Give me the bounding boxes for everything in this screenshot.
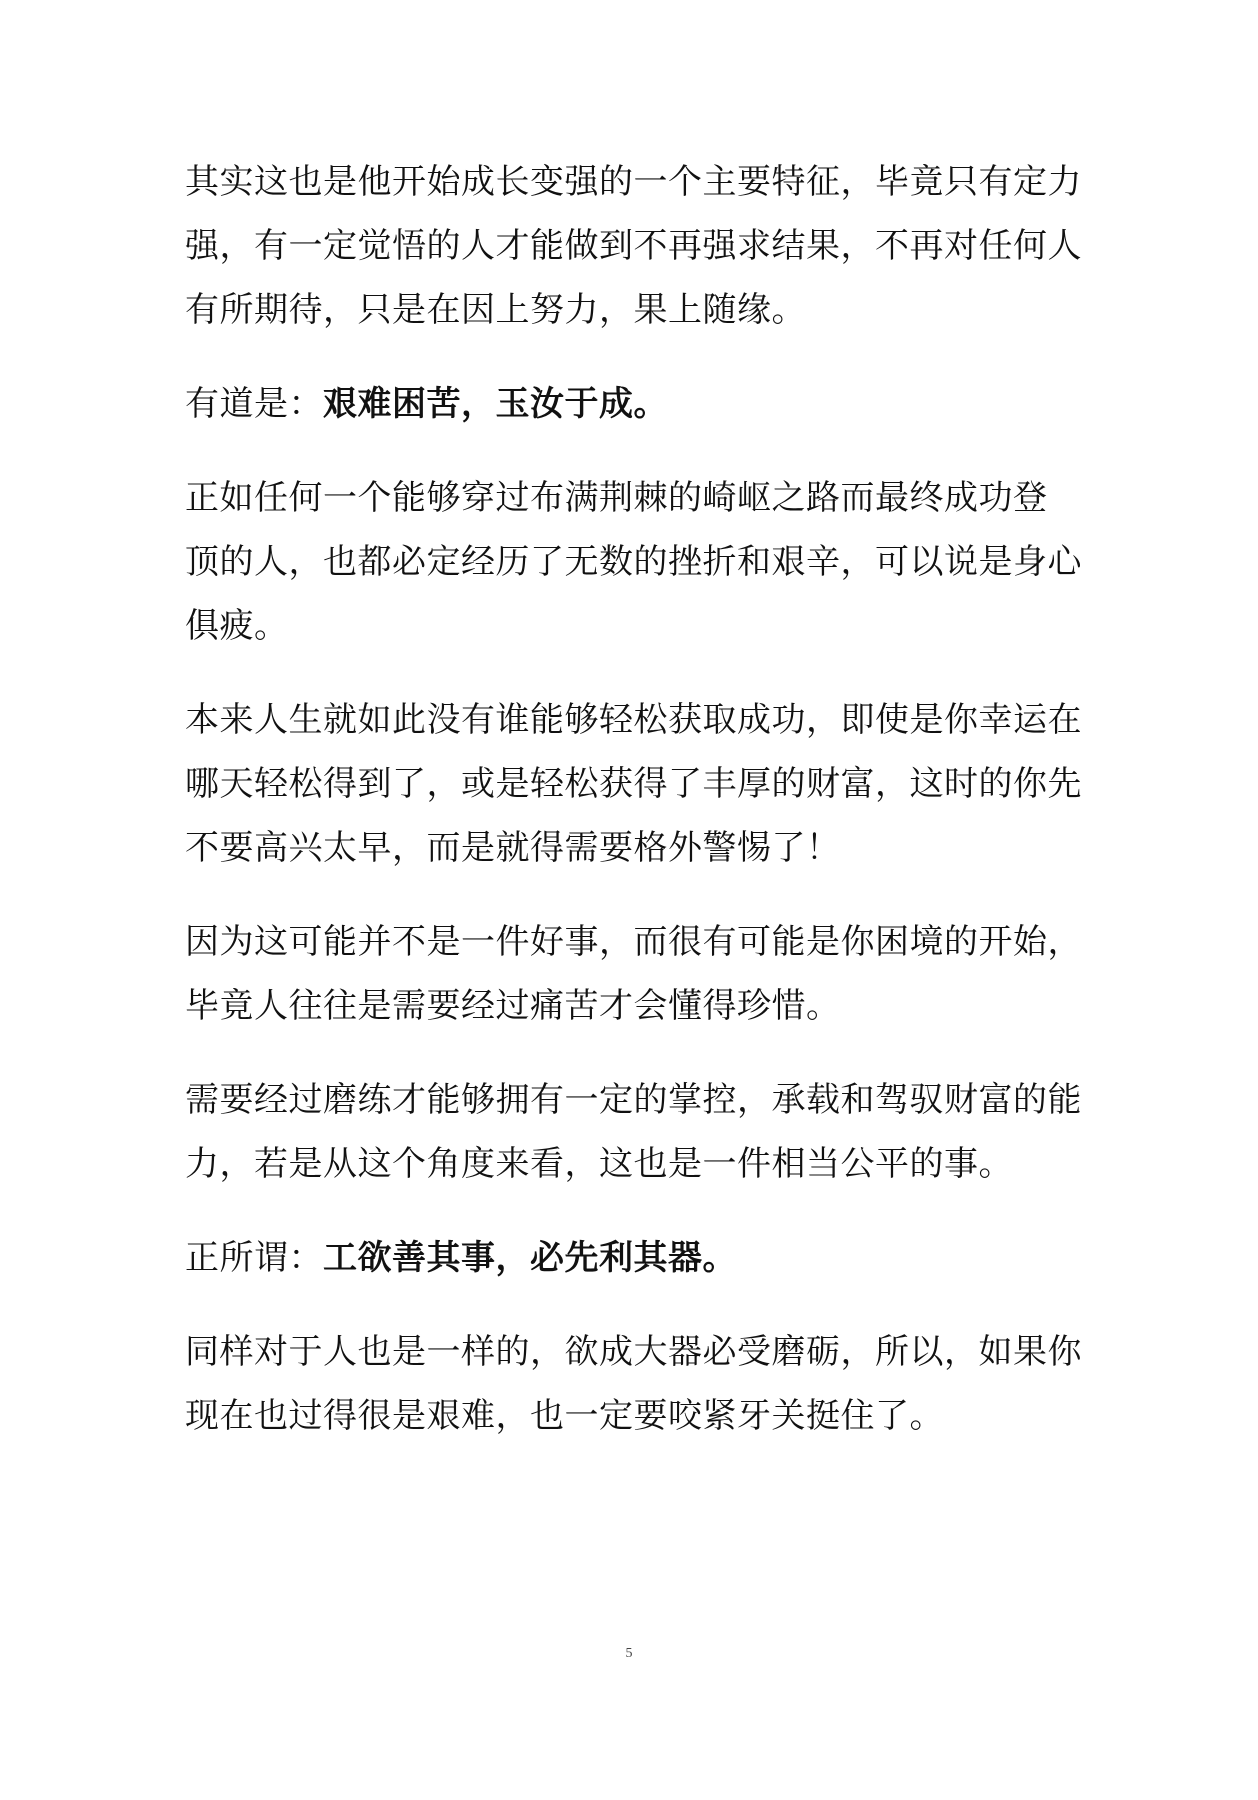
quote-prefix: 有道是： bbox=[185, 384, 323, 424]
quote-paragraph bbox=[185, 372, 1085, 436]
paragraph: 其实这也是他开始成长变强的一个主要特征，毕竟只有定力 强，有一定觉悟的人才能做到不再强求结果，不再对任何人 有所期待，只是在因上努力，果上随缘。 bbox=[185, 162, 1082, 330]
paragraph: 同样对于人也是一样的，欲成大器必受磨砺，所以，如果你 现在也过得很是艰难，也一定要咬紧牙关挺住了。 bbox=[185, 1332, 1082, 1436]
paragraph: 因为这可能并不是一件好事，而很有可能是你困境的开始， 毕竟人往往是需要经过痛苦才会懂得珍惜。 bbox=[185, 922, 1082, 1026]
quote-paragraph bbox=[185, 1226, 1085, 1290]
quote-emphasis: 工欲善其事，必先利其器。 bbox=[323, 1238, 737, 1278]
page-number: 5 bbox=[625, 1646, 633, 1661]
document-body bbox=[185, 150, 1085, 1478]
paragraph: 正如任何一个能够穿过布满荆棘的崎岖之路而最终成功登 顶的人，也都必定经历了无数的挫折和艰辛，可以说是身心 俱疲。 bbox=[185, 478, 1082, 646]
quote-prefix: 正所谓： bbox=[185, 1238, 323, 1278]
quote-emphasis: 艰难困苦，玉汝于成。 bbox=[323, 384, 668, 424]
paragraph: 需要经过磨练才能够拥有一定的掌控，承载和驾驭财富的能 力，若是从这个角度来看，这也是一件相当公平的事。 bbox=[185, 1080, 1082, 1184]
paragraph: 本来人生就如此没有谁能够轻松获取成功，即使是你幸运在 哪天轻松得到了，或是轻松获得了丰厚的财富，这时的你先 不要高兴太早，而是就得需要格外警惕了！ bbox=[185, 700, 1082, 868]
